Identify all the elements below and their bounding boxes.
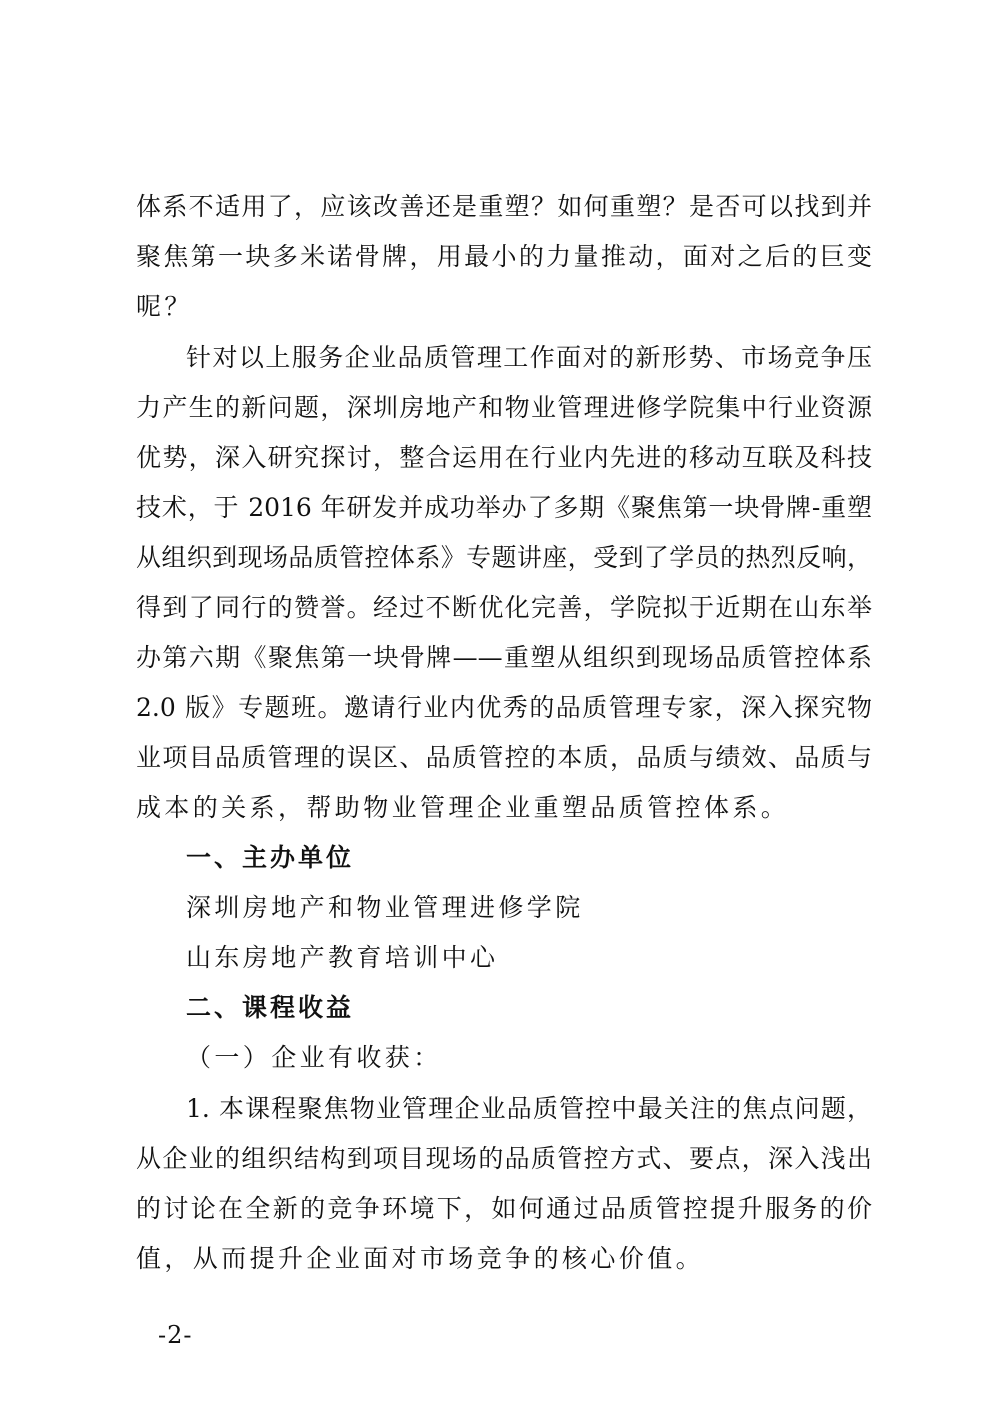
paragraph-line: 业项目品质管理的误区、品质管控的本质，品质与绩效、品质与 [136, 743, 872, 772]
section-heading-organizers: 一、主办单位 [186, 843, 355, 872]
paragraph-line: 力产生的新问题，深圳房地产和物业管理进修学院集中行业资源 [136, 393, 872, 422]
paragraph-line: 聚焦第一块多米诺骨牌，用最小的力量推动，面对之后的巨变 [136, 242, 872, 271]
subheading-enterprise: （一）企业有收获： [186, 1043, 442, 1072]
paragraph-line: 针对以上服务企业品质管理工作面对的新形势、市场竞争压 [186, 343, 872, 372]
organizer-item: 山东房地产教育培训中心 [186, 943, 499, 972]
paragraph-line: 技术，于 2016 年研发并成功举办了多期《聚焦第一块骨牌-重塑 [136, 493, 872, 522]
paragraph-line: 从组织到现场品质管控体系》专题讲座，受到了学员的热烈反响， [136, 543, 872, 572]
page-number: -2- [158, 1321, 193, 1349]
paragraph-line: 呢？ [136, 292, 193, 321]
paragraph-line: 值，从而提升企业面对市场竞争的核心价值。 [136, 1244, 705, 1273]
paragraph-line: 从企业的组织结构到项目现场的品质管控方式、要点，深入浅出 [136, 1144, 872, 1173]
section-heading-benefits: 二、课程收益 [186, 993, 355, 1022]
paragraph-line: 体系不适用了，应该改善还是重塑？如何重塑？是否可以找到并 [136, 192, 872, 221]
paragraph-line: 办第六期《聚焦第一块骨牌——重塑从组织到现场品质管控体系 [136, 643, 872, 672]
paragraph-line: 的讨论在全新的竞争环境下，如何通过品质管控提升服务的价 [136, 1194, 872, 1223]
paragraph-line: 得到了同行的赞誉。经过不断优化完善，学院拟于近期在山东举 [136, 593, 872, 622]
paragraph-line: 优势，深入研究探讨，整合运用在行业内先进的移动互联及科技 [136, 443, 872, 472]
paragraph-line: 1. 本课程聚焦物业管理企业品质管控中最关注的焦点问题， [186, 1094, 872, 1123]
paragraph-line: 2.0 版》专题班。邀请行业内优秀的品质管理专家，深入探究物 [136, 693, 872, 722]
paragraph-line: 成本的关系，帮助物业管理企业重塑品质管控体系。 [136, 793, 790, 822]
organizer-item: 深圳房地产和物业管理进修学院 [186, 893, 584, 922]
